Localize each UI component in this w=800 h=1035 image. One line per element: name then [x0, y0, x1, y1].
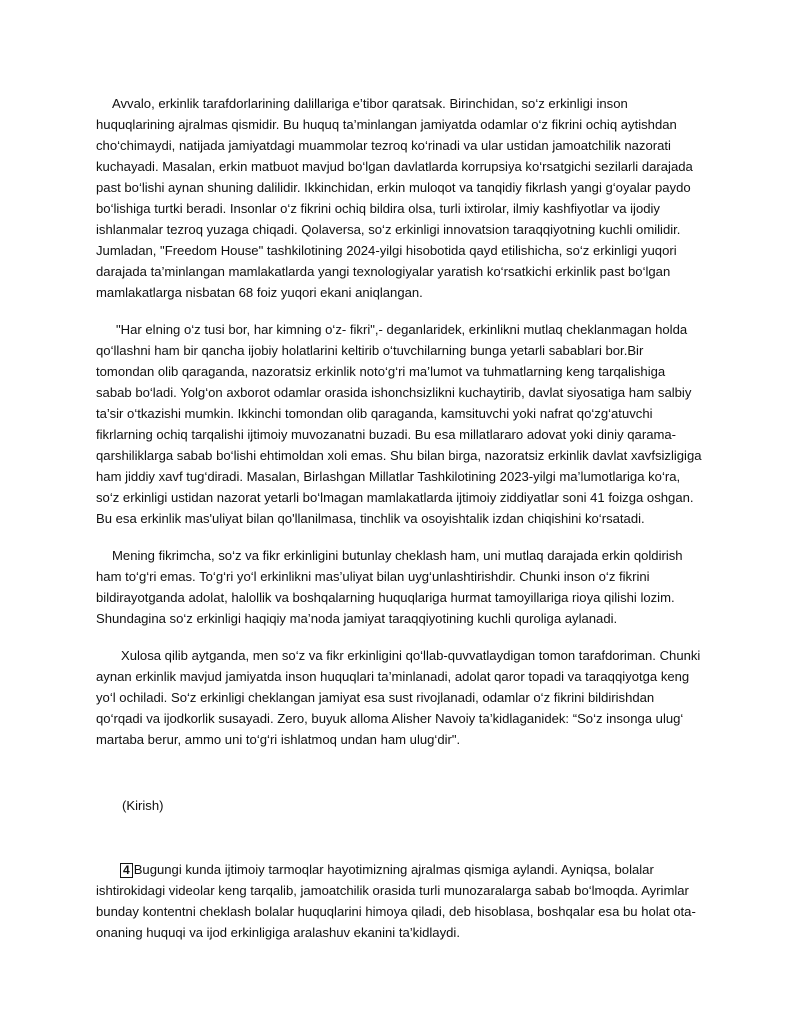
number-badge: 4	[120, 863, 133, 878]
paragraph-conclusion: Xulosa qilib aytganda, men so‘z va fikr erkinligini qo‘llab-quvvatlaydigan tomon tarafdoriman. Chunki aynan erkinlik mavjud jamiyatda inson huquqlari ta’minlanadi, adolat qaror topadi va taraqqiyotga keng yo‘l ochiladi. So‘z erkinligi cheklangan jamiyat esa sust rivojlanadi, odamlar o‘z fikrini bildirishdan qo‘rqadi va ijodkorlik susayadi. Zero, buyuk alloma Alisher Navoiy ta’kidlaganidek: “So‘z insonga ulug‘ martaba berur, ammo uni to‘g‘ri ishlatmoq undan ham ulug‘dir".	[96, 648, 701, 747]
paragraph-intro	[96, 859, 704, 943]
paragraph-arguments-for: Avvalo, erkinlik tarafdorlarining dalillariga e’tibor qaratsak. Birinchidan, so‘z erkinligi inson huquqlarining ajralmas qismidir. Bu huquq ta’minlangan jamiyatda odamlar o‘z fikrini ochiq aytishdan cho‘chimaydi, natijada jamiyatdagi muammolar tezroq ko‘rinadi va ular ustidan jamoatchilik nazorati kuchayadi. Masalan, erkin matbuot mavjud bo‘lgan davlatlarda korrupsiya ko‘rsatgichi sezilarli darajada past bo‘lishi aynan shuning dalilidir. Ikkinchidan, erkin muloqot va tanqidiy fikrlash yangi g‘oyalar paydo bo‘lishiga turtki beradi. Insonlar o‘z fikrini ochiq bildira olsa, turli ixtirolar, ilmiy kashfiyotlar va ijodiy ishlanmalar tezroq yuzaga chiqadi. Qolaversa, so‘z erkinligi innovatsion taraqqiyotning kuchli omilidir. Jumladan, "Freedom House" tashkilotining 2024-yilgi hisobotida qayd etilishicha, so‘z erkinligi yuqori darajada ta’minlangan mamlakatlarda yangi texnologiyalar yaratish ko‘rsatkichi erkinlik past bo‘lgan mamlakatlarga nisbatan 68 foiz yuqori ekani aniqlangan.	[96, 96, 693, 300]
intro-text: Bugungi kunda ijtimoiy tarmoqlar hayotimizning ajralmas qismiga aylandi. Ayniqsa, bolalar ishtirokidagi videolar keng tarqalib, jamoatchilik orasida turli munozaralarga sabab bo‘lmoqda. Ayrimlar bunday kontentni cheklash bolalar huquqlarini himoya qiladi, deb hisoblasa, boshqalar esa bu holat ota-onaning huquqi va ijod erkinligiga aralashuv ekanini ta’kidlaydi.	[96, 862, 696, 940]
paragraph-opinion: Mening fikrimcha, so‘z va fikr erkinligini butunlay cheklash ham, uni mutlaq darajada erkin qoldirish ham to‘g‘ri emas. To‘g‘ri yo‘l erkinlikni mas’uliyat bilan uyg‘unlashtirishdir. Chunki inson o‘z fikrini bildirayotganda adolat, halollik va boshqalarning huquqlariga hurmat tamoyillariga rioya qilishi lozim. Shundagina so‘z erkinligi haqiqiy ma’noda jamiyat taraqqiyotining kuchli quroliga aylanadi.	[96, 548, 683, 626]
section-label: (Kirish)	[122, 798, 164, 813]
paragraph-arguments-against: "Har elning o‘z tusi bor, har kimning o‘z- fikri",- deganlaridek, erkinlikni mutlaq cheklanmagan holda qo‘llashni ham bir qancha ijobiy holatlarini keltirib o‘tuvchilarning bunga yetarli sabablari bor.Bir tomondan olib qaraganda, nazoratsiz erkinlik noto‘g‘ri ma’lumot va tuhmatlarning keng tarqalishiga sabab bo‘ladi. Yolg‘on axborot odamlar orasida ishonchsizlikni kuchaytirib, davlat siyosatiga ham salbiy ta’sir o‘tkazishi mumkin. Ikkinchi tomondan olib qaraganda, kamsituvchi yoki nafrat qo‘zg‘atuvchi fikrlarning ochiq tarqalishi ijtimoiy muvozanatni buzadi. Bu esa millatlararo adovat yoki diniy qarama-qarshiliklarga sabab bo‘lishi ehtimoldan xoli emas. Shu bilan birga, nazoratsiz erkinlik davlat xavfsizligiga ham jiddiy xavf tug‘diradi. Masalan, Birlashgan Millatlar Tashkilotining 2023-yilgi ma’lumotlariga ko‘ra, so‘z erkinligi ustidan nazorat yetarli bo‘lmagan mamlakatlarda ijtimoiy ziddiyatlar soni 41 foizga oshgan. Bu esa erkinlik mas'uliyat bilan qo'llanilmasa, tinchlik va osoyishtalik izdan chiqishini ko‘rsatadi.	[96, 322, 702, 526]
